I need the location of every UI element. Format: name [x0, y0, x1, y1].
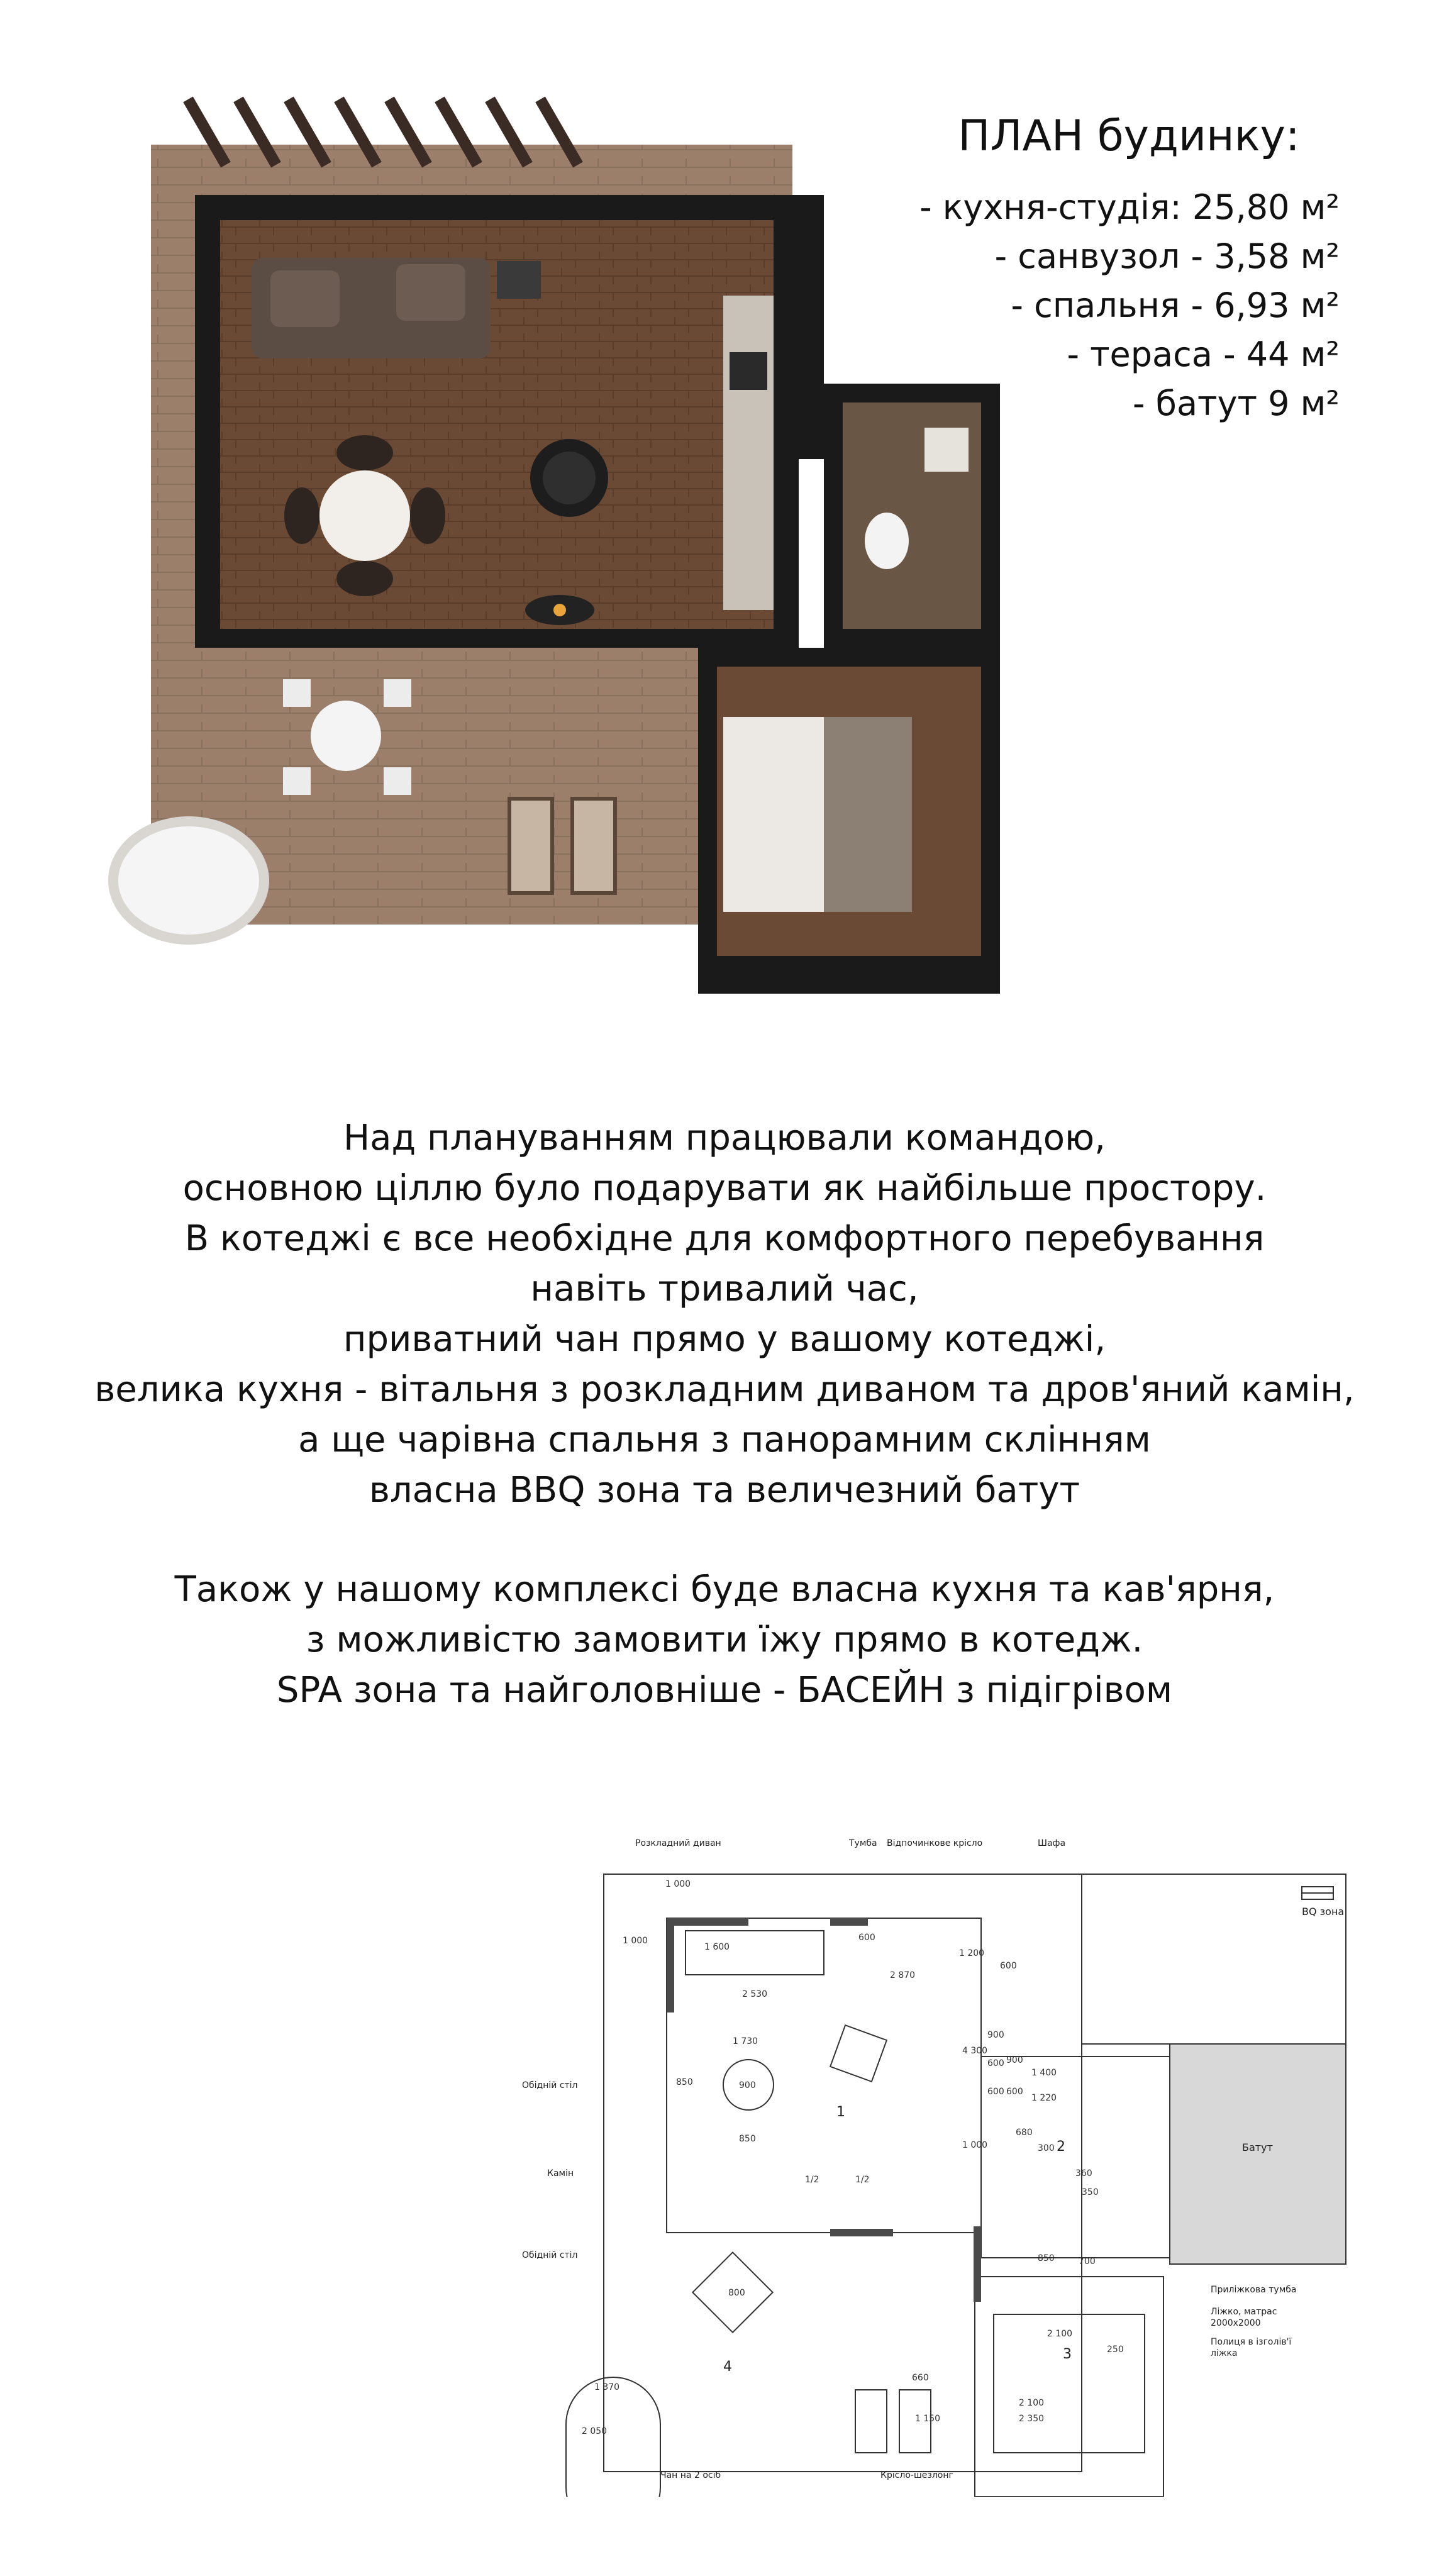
dimension-label: 360: [1075, 2168, 1092, 2179]
dimension-label: 1 400: [1031, 2068, 1057, 2078]
dimension-label: 850: [676, 2077, 693, 2087]
dimension-label: 900: [1006, 2055, 1023, 2065]
dimension-label: 1 000: [623, 1936, 648, 1946]
room-number: 3: [1063, 2346, 1072, 2362]
dimension-label: 660: [912, 2373, 929, 2383]
area-list: [862, 183, 1340, 428]
description-line: велика кухня - вітальня з розкладним диваном та дров'яний камін,: [94, 1369, 1355, 1410]
dimension-label: 800: [728, 2288, 745, 2298]
description-line: власна BBQ зона та величезний батут: [369, 1470, 1080, 1511]
summary-title: ПЛАН будинку:: [958, 111, 1300, 161]
sofa-icon: [252, 258, 491, 358]
description-line: а ще чарівна спальня з панорамним склінням: [298, 1419, 1151, 1460]
description-line: основною ціллю було подарувати як найбільше простору.: [182, 1168, 1267, 1209]
dimension-label: 900: [987, 2030, 1004, 2040]
dimension-label: 1 370: [594, 2382, 620, 2392]
armchair-icon: [530, 439, 608, 517]
dimension-label: 350: [1082, 2187, 1099, 2197]
dimension-label: 680: [1016, 2128, 1033, 2138]
cad-floor-plan: [478, 1799, 1390, 2497]
dimension-label: 900: [739, 2080, 756, 2090]
area-item-kitchen: - кухня-студія: 25,80 м²: [919, 187, 1340, 227]
callout-fireplace: Камін: [547, 2168, 574, 2179]
tumba-icon: [497, 261, 541, 299]
description-line: SPA зона та найголовніше - БАСЕЙН з підігрівом: [276, 1670, 1173, 1711]
dimension-label: 850: [1038, 2253, 1055, 2263]
sink-icon: [924, 428, 969, 472]
description-line: з можливістю замовити їжу прямо в котедж.: [306, 1619, 1143, 1660]
dimension-label: 2 870: [890, 1970, 916, 1980]
area-summary: [862, 113, 1340, 428]
dimension-label: 1 200: [959, 1948, 985, 1958]
callout-sofa: Розкладний диван: [635, 1838, 721, 1848]
description-line: приватний чан прямо у вашому котеджі,: [343, 1319, 1106, 1360]
dimension-label: 1/2: [805, 2175, 819, 2185]
toilet-icon: [865, 513, 909, 569]
callout-dining: Обідній стіл: [522, 2250, 578, 2260]
dimension-label: 2 050: [582, 2426, 608, 2436]
callout-bed-size: 2000х2000: [1211, 2318, 1261, 2328]
dimension-label: 300: [1038, 2143, 1055, 2153]
description-line: В котеджі є все необхідне для комфортного перебування: [184, 1218, 1265, 1259]
area-item-trampoline: - батут 9 м²: [1133, 383, 1340, 423]
zone-label-trampoline: Батут: [1242, 2141, 1273, 2153]
room-number: 2: [1057, 2139, 1065, 2155]
description-line: Також у нашому комплексі буде власна кухня та кав'ярня,: [174, 1569, 1275, 1610]
dimension-label: 700: [1079, 2257, 1096, 2267]
bbq-icon: [1302, 1887, 1333, 1899]
area-item-bedroom: - спальня - 6,93 м²: [1011, 285, 1340, 325]
dimension-label: 2 100: [1019, 2398, 1045, 2408]
dimension-label: 600: [987, 2087, 1004, 2097]
dimension-label: 600: [1000, 1961, 1017, 1971]
dimension-label: 1 220: [1031, 2093, 1057, 2103]
dimension-label: 1 600: [704, 1942, 730, 1952]
dimension-label: 850: [739, 2134, 756, 2144]
callout-shelf: Полиця в ізголів'ї: [1211, 2337, 1292, 2347]
callout-tumba: Тумба: [849, 1838, 877, 1848]
dimension-label: 2 530: [742, 1989, 768, 1999]
bed-icon: [723, 717, 912, 912]
dimension-label: 1 000: [665, 1879, 691, 1889]
fireplace-icon: [525, 595, 594, 625]
callout-dining: Обідній стіл: [522, 2080, 578, 2090]
callout-nightstand: Приліжкова тумба: [1211, 2285, 1297, 2295]
dimension-label: 1 730: [733, 2036, 758, 2046]
room-number: 4: [723, 2359, 732, 2375]
dimension-label: 1 150: [915, 2414, 941, 2424]
area-item-terrace: - тераса - 44 м²: [1067, 334, 1340, 374]
dimension-label: 4 300: [962, 2046, 988, 2056]
callout-lounger: Крісло-шезлонг: [880, 2470, 953, 2480]
dimension-label: 600: [1006, 2087, 1023, 2097]
callout-vat: Чан на 2 осіб: [660, 2470, 721, 2480]
callout-shelf-2: ліжка: [1211, 2348, 1238, 2358]
description-line: навіть тривалий час,: [530, 1269, 919, 1309]
area-item-bathroom: - санвузол - 3,58 м²: [994, 236, 1340, 276]
callout-armchair: Відпочинкове крісло: [887, 1838, 983, 1848]
dimension-label: 2 100: [1047, 2329, 1073, 2339]
description: [50, 1113, 1399, 1716]
callout-wardrobe: Шафа: [1038, 1838, 1066, 1848]
dimension-label: 1 000: [962, 2140, 988, 2150]
dimension-label: 600: [987, 2058, 1004, 2068]
dimension-label: 600: [858, 1933, 875, 1943]
description-line: Над плануванням працювали командою,: [343, 1118, 1106, 1158]
zone-label-bbq: BQ зона: [1302, 1906, 1345, 1918]
hot-tub-icon: [108, 816, 269, 945]
dimension-label: 1/2: [855, 2175, 870, 2185]
dimension-label: 250: [1107, 2345, 1124, 2355]
callout-bed: Ліжко, матрас: [1211, 2307, 1277, 2317]
kitchen-counter: [723, 296, 774, 610]
dimension-label: 2 350: [1019, 2414, 1045, 2424]
room-number: 1: [836, 2104, 845, 2120]
